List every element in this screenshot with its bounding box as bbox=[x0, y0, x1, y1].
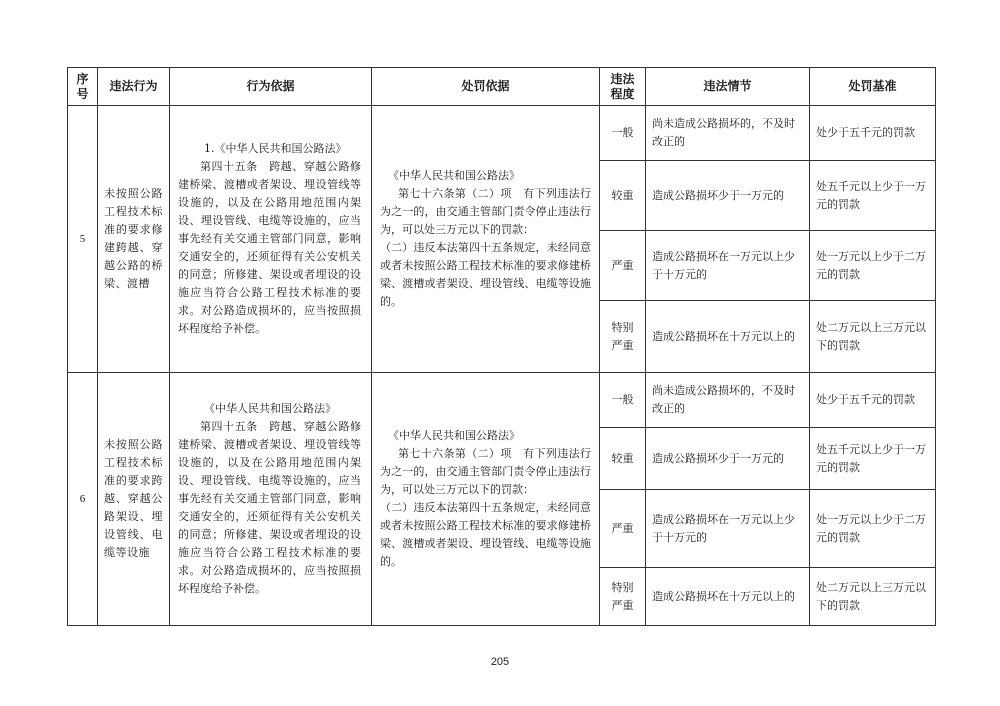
standard-cell: 处一万元以上少于二万元的罚款 bbox=[810, 231, 936, 301]
penalty-basis bbox=[372, 106, 600, 373]
degree-cell: 较重 bbox=[600, 161, 646, 231]
table-header-row bbox=[68, 68, 936, 106]
header-act: 违法行为 bbox=[98, 68, 170, 106]
violation-act: 未按照公路工程技术标准的要求修建跨越、穿越公路的桥梁、渡槽 bbox=[98, 106, 170, 373]
act-basis bbox=[170, 106, 372, 373]
plot-cell: 造成公路损坏少于一万元的 bbox=[646, 428, 810, 490]
basis-article: 第四十五条 跨越、穿越公路修建桥梁、渡槽或者架设、埋设管线等设施的，以及在公路用地范围内架设、埋设管线、电缆等设施的，应当事先经有关交通主管部门同意，影响交通安全的，还须征得有关公安机关的同意；所修建、架设或者埋设的设施应当符合公路工程技术标准的要求。对公路造成损坏的，应当按照损坏程度给予补偿。 bbox=[178, 160, 361, 335]
standard-cell: 处二万元以上三万元以下的罚款 bbox=[810, 301, 936, 373]
table-row bbox=[68, 373, 936, 428]
degree-cell: 一般 bbox=[600, 373, 646, 428]
standard-cell: 处五千元以上少于一万元的罚款 bbox=[810, 428, 936, 490]
row-number: 5 bbox=[68, 106, 98, 373]
header-degree: 违法 程度 bbox=[600, 68, 646, 106]
penalty-law-title: 《中华人民共和国公路法》 bbox=[388, 169, 520, 182]
standard-cell: 处少于五千元的罚款 bbox=[810, 106, 936, 161]
header-basis: 行为依据 bbox=[170, 68, 372, 106]
degree-cell: 一般 bbox=[600, 106, 646, 161]
penalty-item: （二）违反本法第四十五条规定，未经同意或者未按照公路工程技术标准的要求修建桥梁、渡槽或者架设、埋设管线、电缆等设施的。 bbox=[380, 501, 591, 568]
standard-cell: 处二万元以上三万元以下的罚款 bbox=[810, 568, 936, 626]
plot-cell: 造成公路损坏在十万元以上的 bbox=[646, 301, 810, 373]
degree-cell: 严重 bbox=[600, 490, 646, 568]
page-number: 205 bbox=[490, 656, 510, 668]
plot-cell: 造成公路损坏在一万元以上少于十万元的 bbox=[646, 231, 810, 301]
standard-cell: 处少于五千元的罚款 bbox=[810, 373, 936, 428]
degree-cell: 特别严重 bbox=[600, 301, 646, 373]
standard-cell: 处五千元以上少于一万元的罚款 bbox=[810, 161, 936, 231]
penalty-law-title: 《中华人民共和国公路法》 bbox=[388, 429, 520, 442]
plot-cell: 尚未造成公路损坏的，不及时改正的 bbox=[646, 373, 810, 428]
header-standard: 处罚基准 bbox=[810, 68, 936, 106]
penalty-basis bbox=[372, 373, 600, 626]
degree-cell: 较重 bbox=[600, 428, 646, 490]
plot-cell: 造成公路损坏在十万元以上的 bbox=[646, 568, 810, 626]
degree-cell: 严重 bbox=[600, 231, 646, 301]
penalty-item: （二）违反本法第四十五条规定，未经同意或者未按照公路工程技术标准的要求修建桥梁、渡槽或者架设、埋设管线、电缆等设施的。 bbox=[380, 241, 591, 308]
penalty-article: 第七十六条第（二）项 有下列违法行为之一的，由交通主管部门责令停止违法行为，可以处三万元以下的罚款： bbox=[380, 447, 591, 496]
standard-cell: 处一万元以上少于二万元的罚款 bbox=[810, 490, 936, 568]
basis-article: 第四十五条 跨越、穿越公路修建桥梁、渡槽或者架设、埋设管线等设施的，以及在公路用地范围内架设、埋设管线、电缆等设施的，应当事先经有关交通主管部门同意，影响交通安全的，还须征得有关公安机关的同意；所修建、架设或者埋设的设施应当符合公路工程技术标准的要求。对公路造成损坏的，应当按照损坏程度给予补偿。 bbox=[178, 420, 361, 595]
plot-cell: 造成公路损坏少于一万元的 bbox=[646, 161, 810, 231]
act-basis bbox=[170, 373, 372, 626]
header-plot: 违法情节 bbox=[646, 68, 810, 106]
degree-cell: 特别严重 bbox=[600, 568, 646, 626]
plot-cell: 尚未造成公路损坏的，不及时改正的 bbox=[646, 106, 810, 161]
header-no: 序 号 bbox=[68, 68, 98, 106]
penalty-article: 第七十六条第（二）项 有下列违法行为之一的，由交通主管部门责令停止违法行为，可以处三万元以下的罚款： bbox=[380, 187, 591, 236]
plot-cell: 造成公路损坏在一万元以上少于十万元的 bbox=[646, 490, 810, 568]
penalty-standard-table bbox=[67, 67, 936, 626]
basis-law-title: 《中华人民共和国公路法》 bbox=[204, 402, 336, 415]
header-penalty: 处罚依据 bbox=[372, 68, 600, 106]
basis-law-title: 1.《中华人民共和国公路法》 bbox=[204, 142, 347, 155]
violation-act: 未按照公路工程技术标准的要求跨越、穿越公路架设、埋设管线、电缆等设施 bbox=[98, 373, 170, 626]
table-row bbox=[68, 106, 936, 161]
row-number: 6 bbox=[68, 373, 98, 626]
